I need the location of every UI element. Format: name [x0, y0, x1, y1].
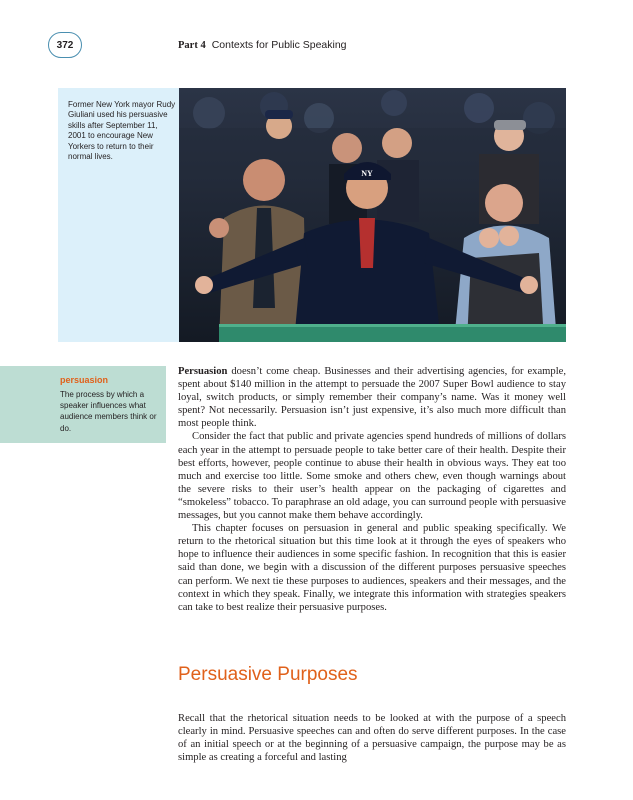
stadium-crowd-illustration: [179, 88, 566, 342]
paragraph-1: [178, 365, 566, 430]
paragraph-2: Consider the fact that public and private agencies spend hundreds of millions of dollars each year in the attempt to persuade people to take better care of their health. Despite their best efforts, however, people continue to abuse their health in obvious ways. They eat too much and exercise too little. Some smoke and others chew, even though warnings about the severe risks to their user’s health appear on the packaging of cigarettes and “smokeless” tobacco. To paraphrase an old adage, you can surround people with persuasive messages, but you cannot make them behave accordingly.: [178, 431, 566, 522]
figure-caption: Former New York mayor Rudy Giuliani used his persuasive skills after September 11, 2001 to encourage New Yorkers to return to their normal lives.: [68, 100, 176, 162]
body-text-bottom: [178, 712, 566, 764]
part-title: Contexts for Public Speaking: [211, 39, 347, 51]
section-heading: Persuasive Purposes: [178, 664, 358, 685]
cap-logo: NY: [361, 169, 373, 178]
figure-photo: [179, 88, 566, 342]
paragraph-1-lead: Persuasion: [178, 366, 228, 377]
glossary-definition: The process by which a speaker influences what audience members think or do.: [60, 390, 157, 433]
paragraph-3: This chapter focuses on persuasion in general and public speaking specifically. We return to the rhetorical situation but this time look at it through the eyes of speakers who hope to influence their audiences in some specific fashion. In recognition that this is easier said than done, we begin with a discussion of the different purposes persuasive speeches can perform. We next tie these purposes to audiences, speakers and their messages, and the context in which they speak. Finally, we integrate this information with strategies speakers can take to best realize their persuasive purposes.: [178, 523, 566, 613]
body-text-top: [178, 365, 566, 614]
glossary-term: persuasion: [60, 375, 109, 385]
paragraph-4: Recall that the rhetorical situation needs to be looked at with the purpose of a speech clearly in mind. Persuasive speeches can and often do serve different purposes. In the case of an initial speech or at the beginning of a persuasive campaign, the purpose may be as simple as creating a forceful and lasting: [178, 713, 566, 764]
part-label: Part 4: [178, 40, 206, 51]
page-number: 372: [48, 32, 82, 58]
paragraph-1-text: doesn’t come cheap. Businesses and their advertising agencies, for example, spent about $140 million in the attempt to persuade the 2007 Super Bowl audience to stay loyal, switch products, or simply remember their company’s name. Was it money well spent? Not necessarily. Persuasion isn’t just expensive, it’s also much more difficult than most people think.: [178, 366, 566, 430]
running-head: [178, 39, 347, 51]
